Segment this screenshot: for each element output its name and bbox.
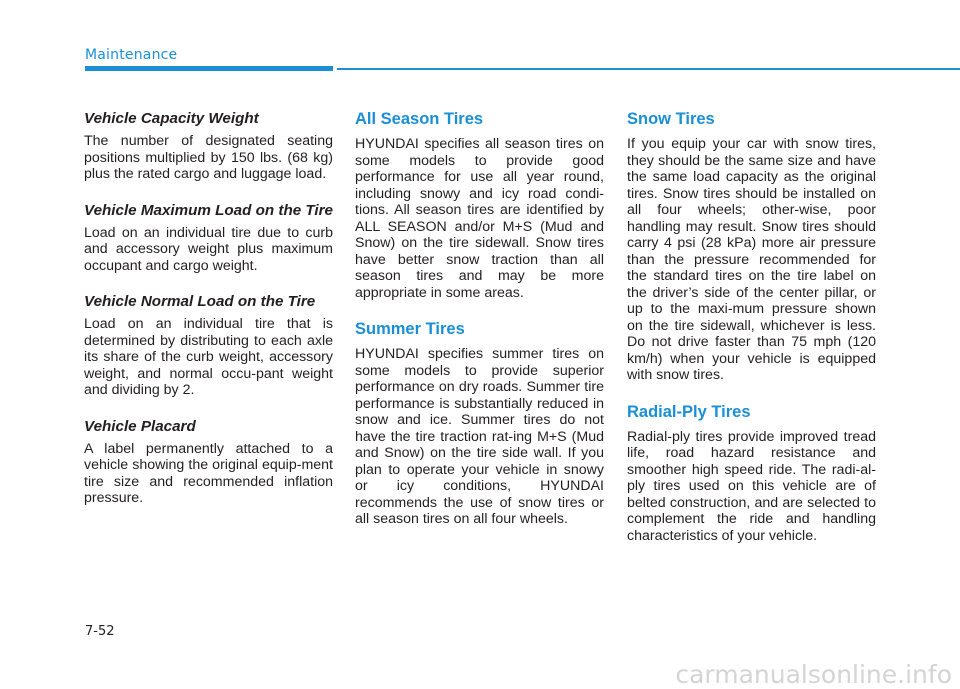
paragraph-placard: A label permanently attached to a vehicle showing the original equip-ment tire size and recommended inflation pressure. xyxy=(84,440,333,506)
paragraph-all-season-tires: HYUNDAI specifies all season tires on some models to provide good performance for use all year round, including snowy and icy road condi-tions. All season tires are identified by ALL SEASON and/or M+S (Mud and Snow) on the tire sidewall. Snow tires have better snow traction than all season tires and may be more appropriate in some areas. xyxy=(355,136,604,301)
page-number: 7-52 xyxy=(85,624,115,639)
paragraph-capacity-weight: The number of designated seating positions multiplied by 150 lbs. (68 kg) plus the rated cargo and luggage load. xyxy=(84,133,333,182)
paragraph-radial-ply-tires: Radial-ply tires provide improved tread life, road hazard resistance and smoother high speed ride. The radi-al-ply tires used on this vehicle are of belted construction, and are selected to complement the ride and handling characteristics of your vehicle. xyxy=(627,428,876,544)
header-rule-thin xyxy=(337,68,960,70)
header-rule-thick xyxy=(85,66,333,71)
subheading-maximum-load: Vehicle Maximum Load on the Tire xyxy=(84,201,333,219)
section-label: Maintenance xyxy=(85,47,178,63)
paragraph-summer-tires: HYUNDAI specifies summer tires on some models to provide superior performance on dry roads. Summer tire performance is substantially reduced in snow and ice. Summer tires do not have the tire traction rat-ing M+S (Mud and Snow) on the tire side wall. If you plan to operate your vehicle in snowy or icy conditions, HYUNDAI recommends the use of snow tires or all season tires on all four wheels. xyxy=(355,346,604,527)
heading-radial-ply-tires: Radial-Ply Tires xyxy=(627,402,751,421)
paragraph-maximum-load: Load on an individual tire due to curb and accessory weight plus maximum occupant and cargo weight. xyxy=(84,224,333,274)
column-left xyxy=(84,110,333,526)
subheading-capacity-weight: Vehicle Capacity Weight xyxy=(84,110,259,127)
paragraph-snow-tires: If you equip your car with snow tires, they should be the same size and have the same load capacity as the original tires. Snow tires should be installed on all four wheels; other-wise, poor handling may result. Snow tires should carry 4 psi (28 kPa) more air pressure than the pressure recommended for the standard tires on the tire label on the driver’s side of the center pillar, or up to the maxi-mum pressure shown on the tire sidewall, whichever is less. Do not drive faster than 75 mph (120 km/h) when your vehicle is equipped with snow tires. xyxy=(627,136,876,383)
heading-snow-tires: Snow Tires xyxy=(627,110,715,128)
paragraph-normal-load: Load on an individual tire that is determined by distributing to each axle its share of the curb weight, accessory weight, and normal occu-pant weight and dividing by 2. xyxy=(84,316,333,398)
heading-summer-tires: Summer Tires xyxy=(355,320,465,338)
heading-all-season-tires: All Season Tires xyxy=(355,110,484,128)
subheading-placard: Vehicle Placard xyxy=(84,417,196,435)
watermark: carmanualsonline.info xyxy=(675,660,952,689)
subheading-normal-load: Vehicle Normal Load on the Tire xyxy=(84,293,316,310)
column-right xyxy=(627,110,876,563)
column-middle xyxy=(355,110,604,547)
